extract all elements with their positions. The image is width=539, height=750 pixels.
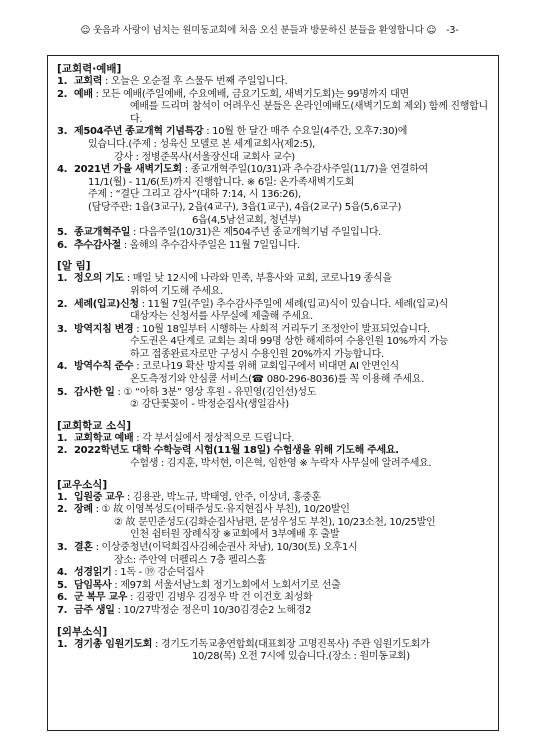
page-header [0, 22, 539, 36]
item-label: 정오의 기도 [74, 273, 124, 285]
list-item [57, 580, 490, 593]
item-number: 4. [57, 567, 68, 579]
item-label: 방역지침 변경 [74, 323, 134, 335]
item-number: 2. [57, 88, 68, 100]
item-text: 인천 쉼터원 장례식장 ※교회에서 3부예배 후 출발 [130, 529, 340, 541]
item-number: 3. [57, 323, 68, 335]
item-number: 4. [57, 361, 68, 373]
item-text: 대상자는 신청서를 사무실에 제출해 주세요. [130, 311, 313, 323]
item-text: : 제97회 서울서남노회 정기노회에서 노회서기로 선출 [111, 579, 341, 591]
section-title: [알 림] [57, 260, 91, 273]
item-text: 강사 : 정병준목사(서울장신대 교회사 교수) [114, 151, 295, 163]
item-text: 하고 접종완료자로만 구성시 수용인원 20%까지 가능합니다. [130, 348, 384, 360]
section-church-school [57, 419, 490, 471]
list-item [57, 164, 490, 227]
list-item [57, 299, 490, 324]
item-label: 추수감사절 [74, 239, 121, 251]
item-text: 11/1(월) - 11/6(토)까지 진행합니다. ※ 6일: 온가족새벽기도회 [88, 176, 355, 188]
item-number: 2. [57, 445, 68, 457]
item-text: 있습니다.(주제 : 성육신 모델로 본 세계교회사(제2:5), [88, 138, 316, 150]
section-title: [교회학교 소식] [57, 419, 132, 432]
section-worship [57, 62, 490, 252]
item-text: 10/28(목) 오전 7시에 있습니다.(장소 : 원미동교회) [192, 651, 410, 663]
item-text: : 11월 7일(주일) 추수감사주일에 세례(입교)식이 있습니다. 세례(입교)식 [138, 298, 448, 310]
item-text: : 올해의 추수감사주일은 11월 7일입니다. [120, 239, 300, 251]
item-text: 장소: 주안역 더펠리스 7층 펠리스홀 [114, 554, 266, 566]
item-number: 3. [57, 542, 68, 553]
list-item [57, 240, 490, 253]
item-number: 6. [57, 239, 68, 251]
item-text: : ① 故 이영복성도(이태주성도·유지현집사 부친), 10/20발인 [92, 504, 350, 516]
item-text: : 종교개혁주일(10/31)과 추수감사주일(11/7)을 연결하여 [181, 164, 428, 176]
welcome-text: ☺ 웃음과 사랑이 넘치는 원미동교회에 처음 오신 분들과 방문하신 분들을 환영합니다 ☺ [80, 25, 437, 36]
item-label: 제504주년 종교개혁 기념특강 [74, 126, 204, 138]
item-label: 결혼 [74, 542, 93, 553]
section-title: [교우소식] [57, 478, 108, 491]
item-text: : 김용관, 박노규, 박태영, 안주, 이상녀, 홍중훈 [123, 491, 321, 503]
item-text: 위하여 기도해 주세요. [130, 285, 223, 297]
list-item [57, 492, 490, 505]
item-label: 금주 생일 [74, 604, 115, 616]
section-title: [외부소식] [57, 625, 108, 638]
item-number: 2. [57, 298, 68, 310]
list-item [57, 433, 490, 446]
list-item [57, 273, 490, 298]
section-title: [교회력·예배] [57, 63, 122, 75]
item-number: 1. [57, 273, 68, 285]
item-label: 세례(입교)신청 [74, 298, 139, 310]
item-text: 예배를 드리며 참석이 어려우신 분들은 온라인예배도(새벽기도회 제외) 함께 진행합니다. [130, 101, 488, 125]
item-label: 담임목사 [74, 579, 112, 591]
item-number: 5. [57, 579, 68, 591]
item-number: 5. [57, 386, 68, 398]
item-text: : 매일 낮 12시에 나라와 민족, 부흥사와 교회, 코로나19 종식을 [123, 273, 392, 285]
list-item [57, 126, 490, 164]
item-label: 경기총 임원기도회 [74, 638, 153, 650]
list-item [57, 387, 490, 412]
item-text: 6읍(4,5남선교회, 청년부) [192, 214, 301, 226]
page-number: -3- [446, 25, 459, 36]
list-item [57, 361, 490, 386]
list-item [57, 504, 490, 542]
item-text: 주제 : “결단 그리고 감사”(대하 7:14, 시 136:26), [88, 189, 301, 201]
item-number: 4. [57, 164, 68, 176]
section-members [57, 478, 490, 618]
item-text: : 다음주일(10/31)은 제504주년 종교개혁기념 주일입니다. [130, 227, 382, 239]
item-number: 1. [57, 76, 68, 87]
item-text: : 모든 예배(주일예배, 수요예배, 금요기도회, 새벽기도회)는 99명까지 대면 [92, 88, 409, 100]
item-text: : 김광민 김병우 김정우 박 건 이건호 최성화 [127, 592, 313, 604]
item-label: 2022학년도 대학 수학능력 시험(11월 18일) 수험생을 위해 기도해 주세요. [74, 445, 399, 457]
list-item [57, 605, 490, 618]
item-text: 수험생 : 김지훈, 박서현, 이은혁, 임한영 ※ 누락자 사무실에 알려주세요. [130, 458, 432, 470]
list-item [57, 76, 490, 89]
bulletin-frame [47, 55, 499, 731]
item-text: : 이상중청년(이덕희집사김혜순권사 차남), 10/30(토) 오후1시 [92, 542, 358, 553]
list-item [57, 639, 490, 664]
item-text: : 각 부서실에서 정상적으로 드립니다. [133, 432, 295, 444]
item-label: 성경읽기 [74, 567, 112, 579]
item-number: 2. [57, 504, 68, 516]
item-label: 교회력 [74, 76, 103, 87]
item-number: 1. [57, 432, 68, 444]
item-number: 7. [57, 604, 68, 616]
list-item [57, 445, 490, 470]
item-label: 종교개혁주일 [74, 227, 131, 239]
list-item [57, 592, 490, 605]
item-number: 6. [57, 592, 68, 604]
item-text: : 경기도기독교총연합회(대표회장 고명진목사) 주관 임원기도회가 [152, 638, 430, 650]
item-text: 온도측정기와 안심콜 서비스(☎ 080-296-8036)를 꼭 이용해 주세요. [130, 374, 424, 386]
item-number: 5. [57, 227, 68, 239]
item-text: : 오늘은 오순절 후 스물두 번째 주일입니다. [104, 76, 288, 87]
item-text: ② 故 문민준성도(김화순집사남편, 문성우성도 부친), 10/23소천, 10/25발인 [114, 516, 436, 528]
item-label: 교회학교 예배 [74, 432, 134, 444]
item-text: : 10월 한 달간 매주 수요일(4주간, 오후7:30)에 [203, 126, 408, 138]
list-item [57, 567, 490, 580]
item-label: 예배 [74, 88, 93, 100]
item-label: 2021년 가을 새벽기도회 [74, 164, 182, 176]
list-item [57, 324, 490, 362]
item-label: 방역수칙 준수 [74, 361, 134, 373]
item-number: 3. [57, 126, 68, 138]
item-label: 군 복무 교우 [74, 592, 128, 604]
item-text: ② 강단꽃꽂이 - 박정순집사(생일감사) [130, 399, 289, 411]
item-label: 장례 [74, 504, 93, 516]
item-text: : ① “아하 3분” 영상 후원 - 유민영(김인선)성도 [114, 386, 317, 398]
item-number: 1. [57, 491, 68, 503]
item-number: 1. [57, 638, 68, 650]
item-text: : 1독 - ⑲ 강순덕집사 [111, 567, 205, 579]
item-text: (담당주관: 1읍(3교구), 2읍(4교구), 3읍(1교구), 4읍(2교구) 5읍(5,6교구) [88, 201, 402, 213]
section-external [57, 625, 490, 664]
item-text: : 10/27박정순 정은미 10/30김경순2 노해경2 [114, 604, 312, 616]
list-item [57, 89, 490, 127]
item-label: 입원중 교우 [74, 491, 124, 503]
item-text: 수도권은 4단계로 교회는 최대 99명 상한 해제하여 수용인원 10%까지 가능 [130, 336, 449, 348]
item-text: : 10월 18일부터 시행하는 사회적 거리두기 조정안이 발표되었습니다. [133, 323, 430, 335]
item-text: : 코로나19 확산 방지를 위해 교회입구에서 비대면 AI 안면인식 [133, 361, 399, 373]
list-item [57, 227, 490, 240]
list-item [57, 542, 490, 567]
item-label: 감사한 일 [74, 386, 115, 398]
section-notices [57, 259, 490, 412]
